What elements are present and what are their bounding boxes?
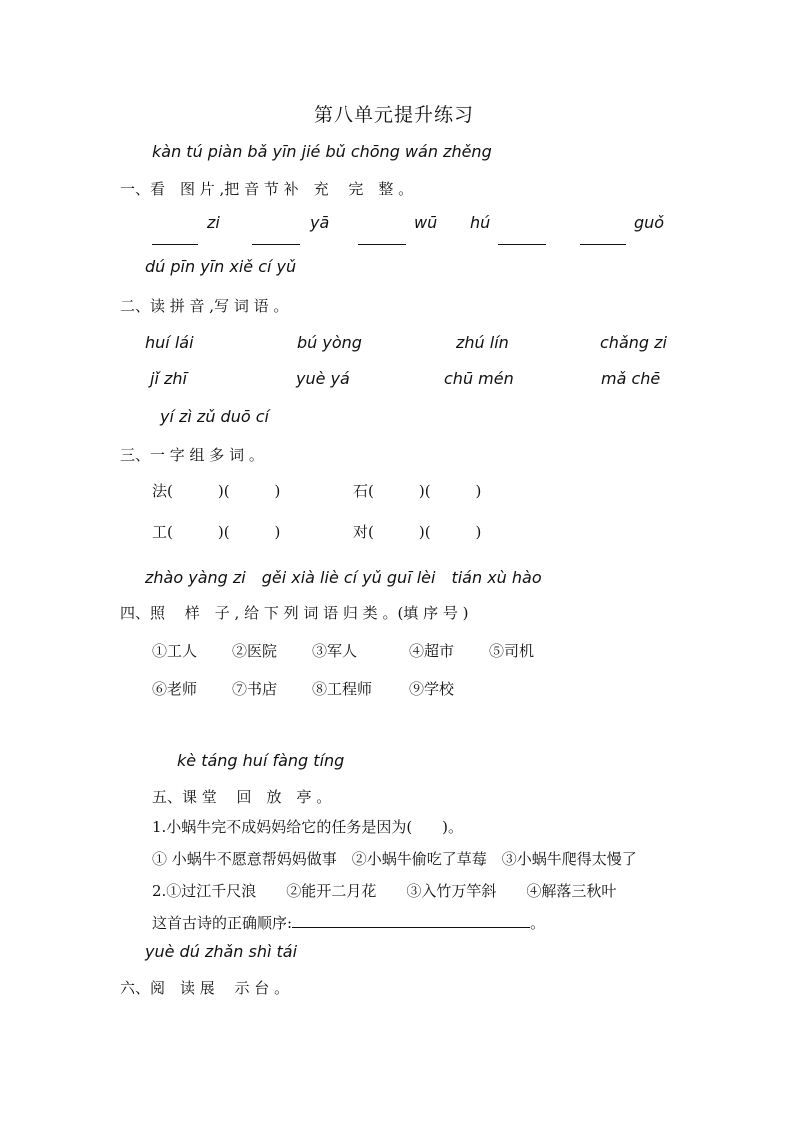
word-group-item: 工( )( ) (152, 523, 281, 541)
pinyin-word: chǎng zi (600, 333, 667, 352)
syllable-zi: zi (207, 213, 220, 232)
section2-heading: 二、读 拼 音 ,写 词 语 。 (120, 297, 289, 315)
section4-pinyin: zhào yàng zi gěi xià liè cí yǔ guī lèi tián xù hào (145, 568, 542, 587)
blank-5 (580, 230, 626, 249)
pinyin-word: chū mén (444, 369, 514, 388)
section4-heading: 四、照 样 子 , 给 下 列 词 语 归 类 。(填 序 号 ) (120, 604, 469, 622)
syllable-hu: hú (470, 213, 491, 232)
category-option: ⑦书店 (232, 680, 278, 698)
pinyin-word: mǎ chē (601, 369, 661, 388)
section1-pinyin: kàn tú piàn bǎ yīn jié bǔ chōng wán zhěng (152, 142, 492, 161)
question-2: 2.①过江千尺浪 ②能开二月花 ③入竹万竿斜 ④解落三秋叶 (152, 882, 617, 900)
pinyin-word: zhú lín (456, 333, 509, 352)
page-title: 第八单元提升练习 (314, 104, 475, 126)
syllable-guo: guǒ (634, 213, 665, 232)
question-1: 1.小蜗牛完不成妈妈给它的任务是因为( )。 (152, 818, 464, 836)
section3-heading: 三、一 字 组 多 词 。 (120, 446, 264, 464)
word-group-item: 对( )( ) (353, 523, 482, 541)
word-group-item: 石( )( ) (353, 482, 482, 500)
pinyin-word: yuè yá (296, 369, 350, 388)
word-group-item: 法( )( ) (152, 482, 281, 500)
pinyin-word: jǐ zhī (150, 369, 187, 388)
poem-order-end: 。 (530, 914, 546, 932)
syllable-ya: yā (310, 213, 330, 232)
category-option: ③军人 (312, 642, 358, 660)
category-option: ①工人 (152, 642, 198, 660)
category-option: ⑨学校 (409, 680, 455, 698)
blank-1 (152, 230, 198, 249)
pinyin-word: huí lái (145, 333, 194, 352)
poem-order-label: 这首古诗的正确顺序: (152, 914, 293, 932)
poem-order-blank (292, 926, 530, 928)
blank-4 (498, 230, 546, 249)
syllable-wu: wū (414, 213, 438, 232)
section5-pinyin: kè táng huí fàng tíng (177, 751, 345, 770)
section1-heading: 一、看 图 片 ,把 音 节 补 充 完 整 。 (120, 180, 414, 198)
pinyin-word: bú yòng (297, 333, 362, 352)
blank-2 (252, 230, 300, 249)
section6-heading: 六、阅 读 展 示 台 。 (120, 979, 290, 997)
section2-pinyin: dú pīn yīn xiě cí yǔ (145, 257, 297, 276)
blank-3 (358, 230, 406, 249)
question-1-options: ① 小蜗牛不愿意帮妈妈做事 ②小蜗牛偷吃了草莓 ③小蜗牛爬得太慢了 (152, 850, 637, 868)
section6-pinyin: yuè dú zhǎn shì tái (145, 942, 298, 961)
category-option: ⑥老师 (152, 680, 198, 698)
category-option: ②医院 (232, 642, 278, 660)
category-option: ⑤司机 (489, 642, 535, 660)
poem-order-line (152, 912, 545, 933)
section5-heading: 五、课 堂 回 放 亭 。 (152, 788, 332, 806)
section3-pinyin: yí zì zǔ duō cí (160, 407, 269, 426)
category-option: ④超市 (409, 642, 455, 660)
category-option: ⑧工程师 (312, 680, 373, 698)
